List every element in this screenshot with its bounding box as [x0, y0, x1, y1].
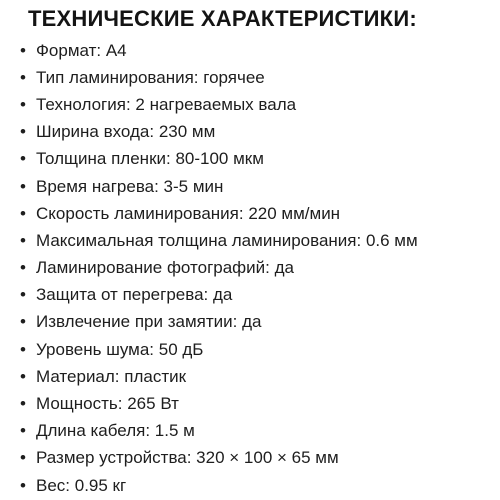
spec-text: Защита от перегрева: да — [36, 285, 233, 305]
spec-item — [20, 472, 500, 499]
spec-text: Уровень шума: 50 дБ — [36, 339, 204, 359]
spec-item — [20, 255, 500, 282]
bullet-icon: • — [20, 421, 26, 441]
spec-item — [20, 227, 500, 254]
spec-item — [20, 363, 500, 390]
bullet-icon: • — [20, 475, 26, 495]
spec-item — [20, 282, 500, 309]
bullet-icon: • — [20, 122, 26, 142]
spec-item — [20, 418, 500, 445]
bullet-icon: • — [20, 203, 26, 223]
bullet-icon: • — [20, 176, 26, 196]
spec-text: Технология: 2 нагреваемых вала — [36, 94, 297, 114]
spec-item — [20, 309, 500, 336]
spec-item — [20, 37, 500, 64]
spec-item — [20, 390, 500, 417]
spec-text: Ламинирование фотографий: да — [36, 258, 294, 278]
spec-item — [20, 119, 500, 146]
spec-text: Скорость ламинирования: 220 мм/мин — [36, 203, 341, 223]
spec-text: Мощность: 265 Вт — [36, 394, 179, 414]
spec-item — [20, 64, 500, 91]
spec-item — [20, 146, 500, 173]
bullet-icon: • — [20, 366, 26, 386]
spec-text: Максимальная толщина ламинирования: 0.6 мм — [36, 230, 418, 250]
spec-text: Ширина входа: 230 мм — [36, 122, 216, 142]
spec-heading: ТЕХНИЧЕСКИЕ ХАРАКТЕРИСТИКИ: — [28, 6, 417, 31]
bullet-icon: • — [20, 312, 26, 332]
bullet-icon: • — [20, 285, 26, 305]
bullet-icon: • — [20, 258, 26, 278]
spec-text: Формат: А4 — [36, 40, 127, 60]
bullet-icon: • — [20, 94, 26, 114]
bullet-icon: • — [20, 339, 26, 359]
spec-text: Тип ламинирования: горячее — [36, 67, 265, 87]
spec-item — [20, 200, 500, 227]
spec-text: Время нагрева: 3-5 мин — [36, 176, 224, 196]
spec-item — [20, 445, 500, 472]
spec-text: Материал: пластик — [36, 366, 187, 386]
spec-text: Размер устройства: 320 × 100 × 65 мм — [36, 448, 339, 468]
bullet-icon: • — [20, 149, 26, 169]
spec-list — [20, 37, 500, 499]
bullet-icon: • — [20, 40, 26, 60]
bullet-icon: • — [20, 230, 26, 250]
spec-text: Длина кабеля: 1.5 м — [36, 421, 195, 441]
bullet-icon: • — [20, 67, 26, 87]
spec-item — [20, 336, 500, 363]
spec-text: Вес: 0.95 кг — [36, 475, 127, 495]
spec-item — [20, 91, 500, 118]
spec-text: Извлечение при замятии: да — [36, 312, 262, 332]
spec-text: Толщина пленки: 80-100 мкм — [36, 149, 264, 169]
spec-item — [20, 173, 500, 200]
bullet-icon: • — [20, 394, 26, 414]
bullet-icon: • — [20, 448, 26, 468]
